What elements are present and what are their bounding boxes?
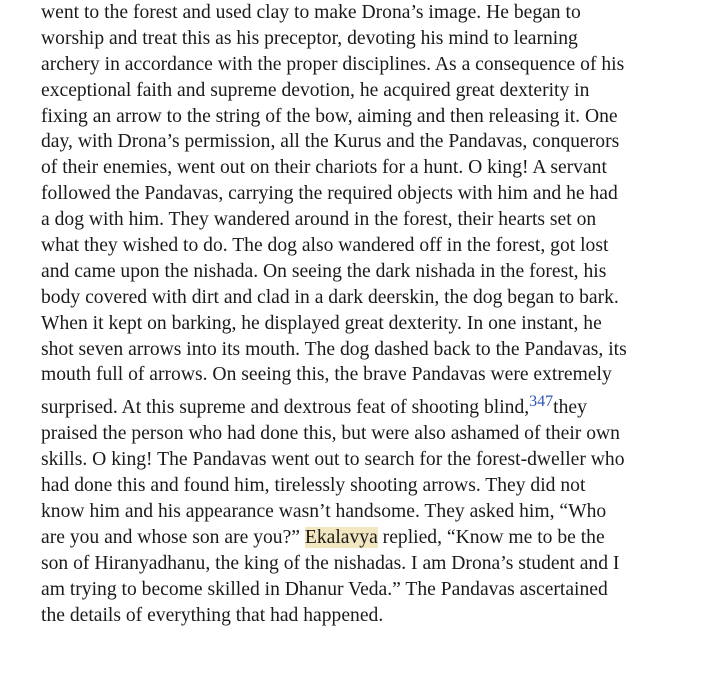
highlighted-word[interactable]: Ekalavya <box>304 526 378 548</box>
text-line: praised the person who had done this, but were also ashamed of their own <box>41 423 620 445</box>
footnote-link-347[interactable]: 347 <box>529 393 554 411</box>
text-segment: are you and whose son are you?” <box>41 526 305 548</box>
text-line-with-highlight <box>41 525 681 551</box>
text-segment: they <box>553 397 587 419</box>
body-text <box>41 0 681 628</box>
text-segment: replied, “Know me to be the <box>377 526 605 548</box>
text-line: know him and his appearance wasn’t handsome. They asked him, “Who <box>41 501 607 523</box>
text-line: and came upon the nishada. On seeing the dark nishada in the forest, his <box>41 260 607 282</box>
text-line: of their enemies, went out on their chariots for a hunt. O king! A servant <box>41 157 607 179</box>
text-line: followed the Pandavas, carrying the required objects with him and he had <box>41 183 618 205</box>
text-line: exceptional faith and supreme devotion, he acquired great dexterity in <box>41 79 590 101</box>
text-line: When it kept on barking, he displayed great dexterity. In one instant, he <box>41 312 602 334</box>
text-line: am trying to become skilled in Dhanur Veda.” The Pandavas ascertained <box>41 578 608 600</box>
text-line: what they wished to do. The dog also wandered off in the forest, got lost <box>41 235 609 257</box>
text-line: fixing an arrow to the string of the bow, aiming and then releasing it. One <box>41 105 618 127</box>
text-line: skills. O king! The Pandavas went out to search for the forest-dweller who <box>41 449 625 471</box>
text-line: a dog with him. They wandered around in the forest, their hearts set on <box>41 209 597 231</box>
text-line: day, with Drona’s permission, all the Kurus and the Pandavas, conquerors <box>41 131 620 153</box>
text-line: had done this and found him, tirelessly shooting arrows. They did not <box>41 475 586 497</box>
text-line: went to the forest and used clay to make Drona’s image. He began to <box>41 2 581 23</box>
text-line: mouth full of arrows. On seeing this, the brave Pandavas were extremely <box>41 364 612 386</box>
text-segment: surprised. At this supreme and dextrous feat of shooting blind, <box>41 397 530 419</box>
text-line-with-footnote <box>41 388 681 421</box>
text-line: the details of everything that had happened. <box>41 604 384 626</box>
text-line: archery in accordance with the proper disciplines. As a consequence of his <box>41 53 625 75</box>
text-line: body covered with dirt and clad in a dark deerskin, the dog began to bark. <box>41 286 619 308</box>
text-line: worship and treat this as his preceptor, devoting his mind to learning <box>41 27 578 49</box>
text-line: shot seven arrows into its mouth. The dog dashed back to the Pandavas, its <box>41 338 627 360</box>
text-line: son of Hiranyadhanu, the king of the nishadas. I am Drona’s student and I <box>41 552 620 574</box>
